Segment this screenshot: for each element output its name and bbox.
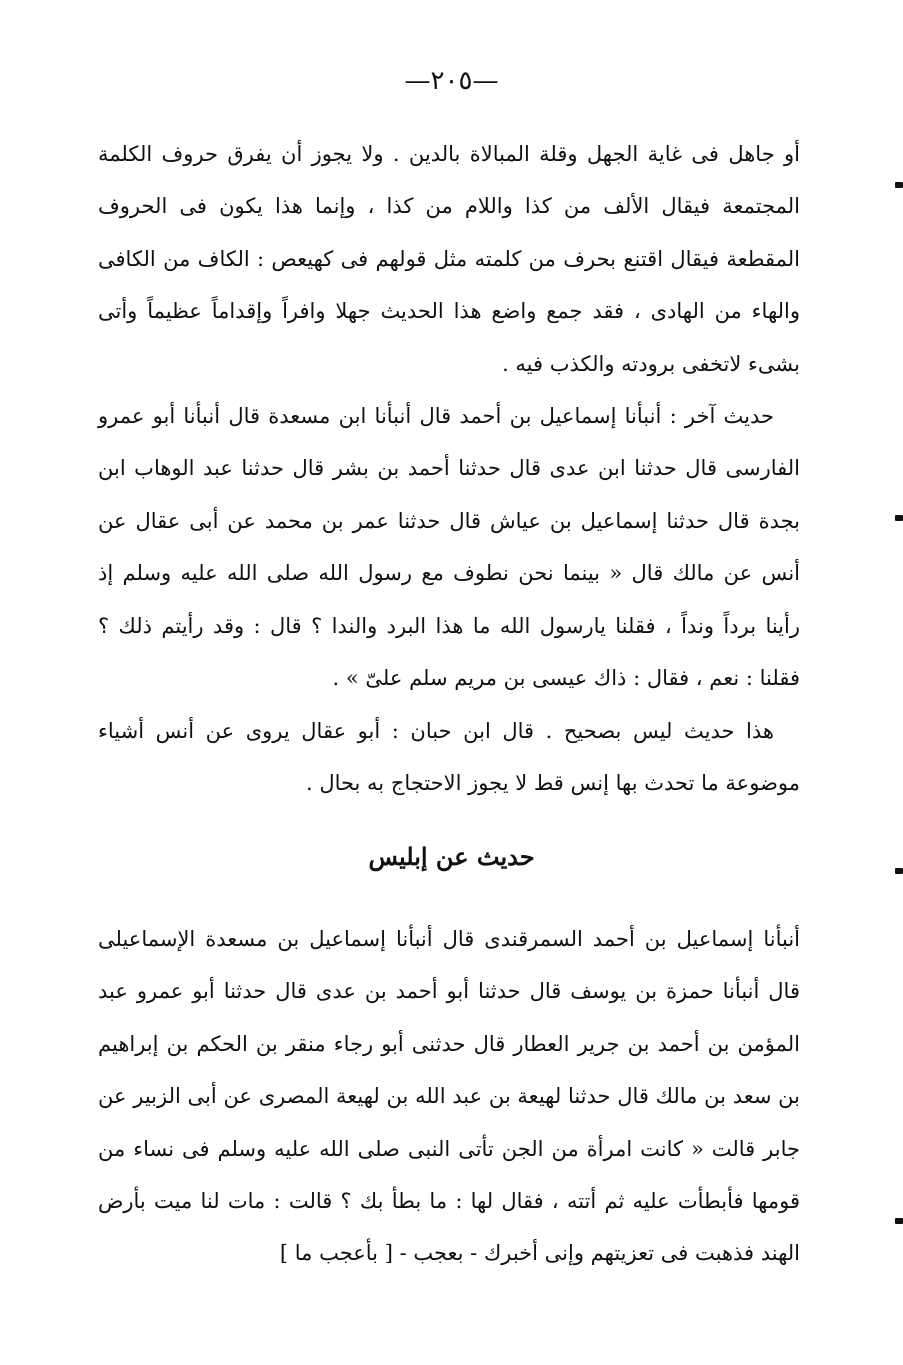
paragraph-4: أنبأنا إسماعيل بن أحمد السمرقندى قال أنبأنا إسماعيل بن مسعدة الإسماعيلى قال أنبأنا حمزة بن يوسف قال حدثنا أبو أحمد بن عدى قال حدثنا أبو عمرو عبد المؤمن بن أحمد بن جرير العطار قال حدثنى أبو رجاء منقر بن الحكم بن إبراهيم بن سعد بن مالك قال حدثنا لهيعة بن عبد الله بن لهيعة المصرى عن أبى الزبير عن جابر قالت « كانت امرأة من الجن تأتى النبى صلى الله عليه وسلم فى نساء من قومها فأبطأت عليه ثم أتته ، فقال لها : ما بطأ بك ؟ قالت : مات لنا ميت بأرض الهند فذهبت فى تعزيتهم وإنى أخبرك - بعجب - [ بأعجب ما ] xyxy=(98,927,800,1266)
margin-mark xyxy=(895,182,903,188)
section-heading: حديث عن إبليس xyxy=(368,842,535,871)
paragraph-1: أو جاهل فى غاية الجهل وقلة المبالاة بالدين . ولا يجوز أن يفرق حروف الكلمة المجتمعة فيقال الألف من كذا واللام من كذا ، وإنما هذا يكون فى الحروف المقطعة فيقال اقتنع بحرف من كلمته مثل قولهم فى كهيعص : الكاف من الكافى والهاء من الهادى ، فقد جمع واضع هذا الحديث جهلا وافراً وإقداماً عظيماً وأتى بشىء لاتخفى برودته والكذب فيه . xyxy=(98,142,800,376)
margin-mark xyxy=(895,515,903,521)
paragraph-3: هذا حديث ليس بصحيح . قال ابن حبان : أبو عقال يروى عن أنس أشياء موضوعة ما تحدث بها إنس قط لا يجوز الاحتجاج به بحال . xyxy=(98,719,800,796)
page-number: —٢٠٥— xyxy=(404,66,499,96)
margin-mark xyxy=(895,868,903,874)
paragraph-2: حديث آخر : أنبأنا إسماعيل بن أحمد قال أنبأنا ابن مسعدة قال أنبأنا أبو عمرو الفارسى قال حدثنا ابن عدى قال حدثنا أحمد بن بشر قال حدثنا عبد الوهاب ابن بجدة قال حدثنا إسماعيل بن عياش قال حدثنا عمر بن محمد عن أبى عقال عن أنس عن مالك قال « بينما نحن نطوف مع رسول الله صلى الله عليه وسلم إذ رأينا برداً ونداً ، فقلنا يارسول الله ما هذا البرد والندا ؟ قال : وقد رأيتم ذلك ؟ فقلنا : نعم ، فقال : ذاك عيسى بن مريم سلم علىّ » . xyxy=(98,404,800,691)
margin-mark xyxy=(895,1218,903,1224)
